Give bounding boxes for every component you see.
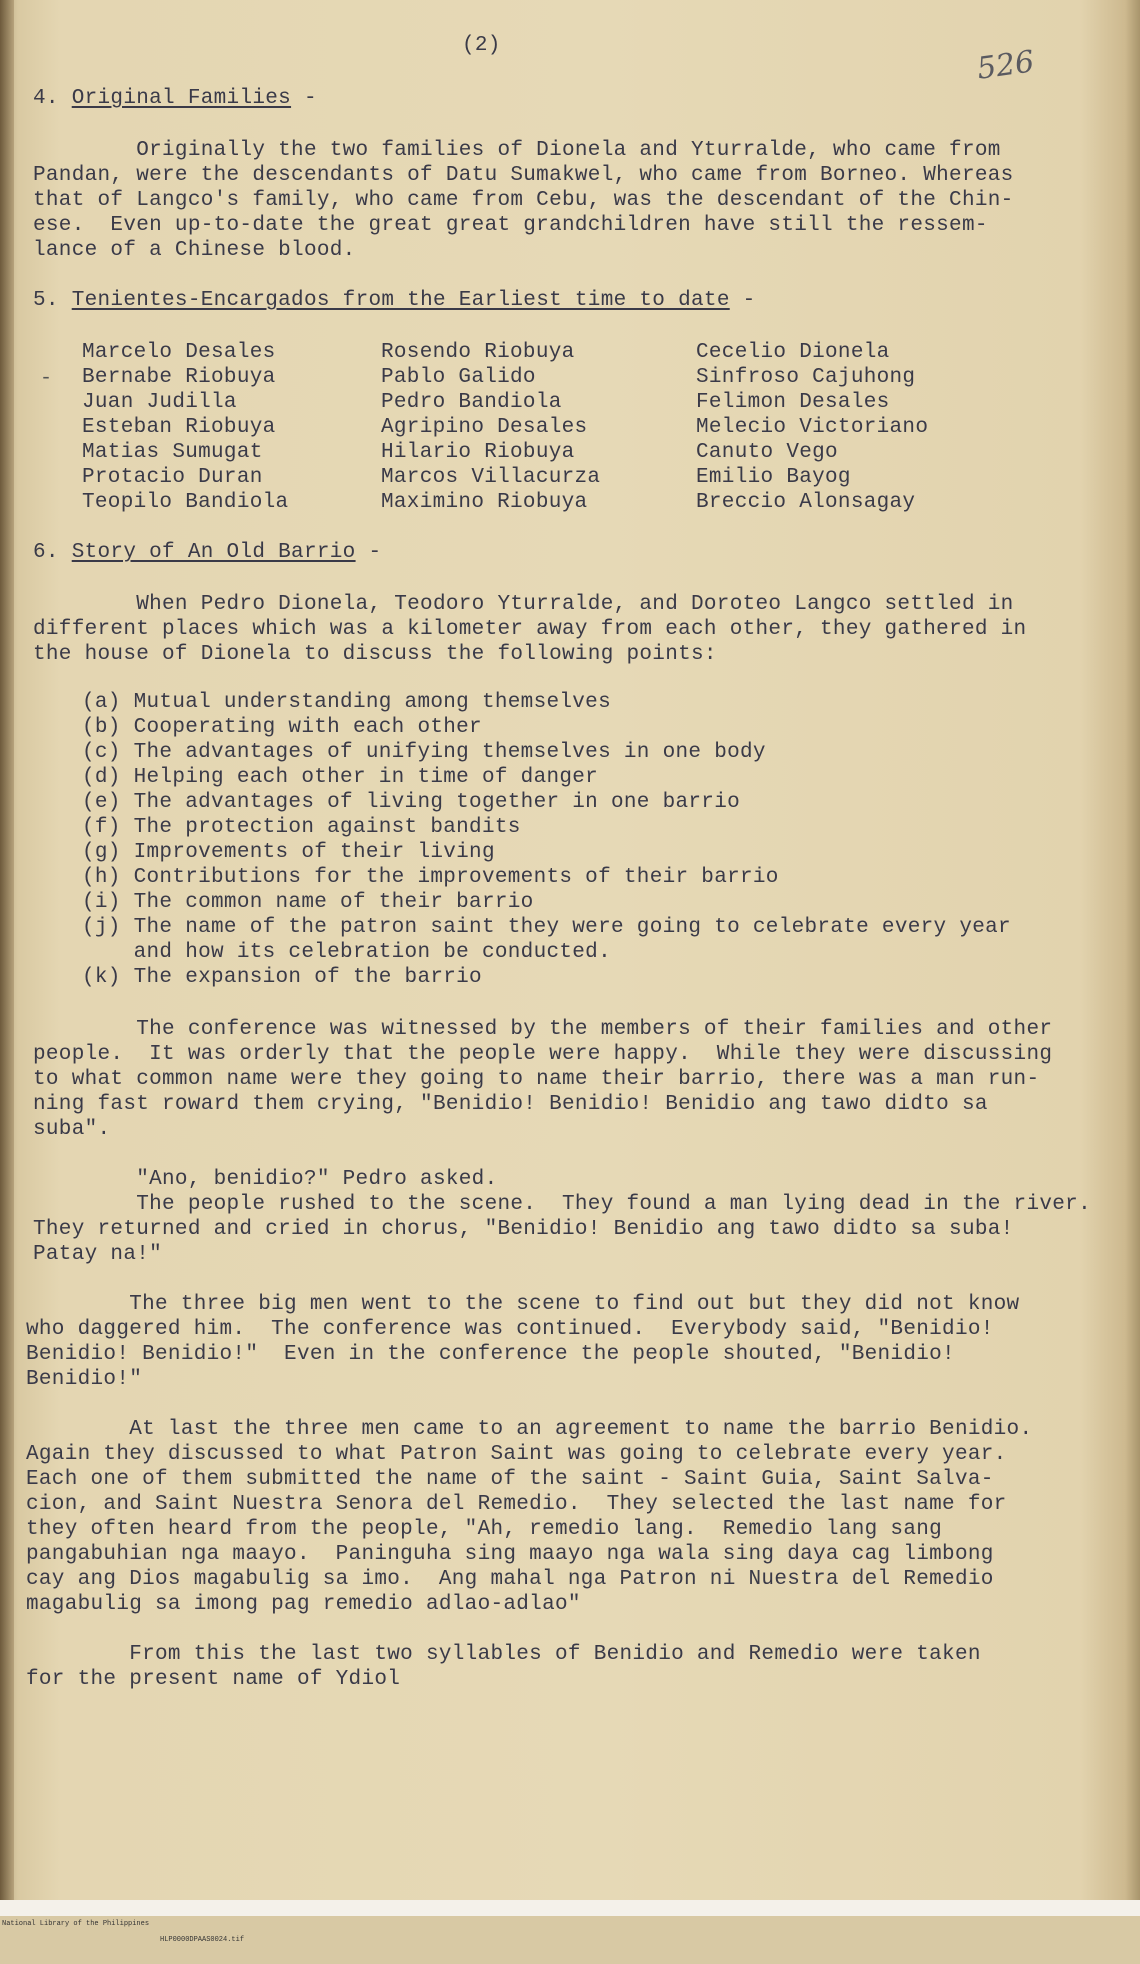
text-line: "Ano, benidio?" Pedro asked. <box>33 1168 498 1191</box>
teniente-name: Teopilo Bandiola <box>82 491 289 514</box>
teniente-name: Protacio Duran <box>82 466 263 489</box>
tenientes-column-2 <box>381 340 600 515</box>
text-line: The conference was witnessed by the members of their families and other <box>33 1018 1053 1041</box>
text-line: Each one of them submitted the name of the saint - Saint Guia, Saint Salva- <box>26 1468 994 1491</box>
text-line: the house of Dionela to discuss the following points: <box>33 643 717 666</box>
text-line: Again they discussed to what Patron Saint was going to celebrate every year. <box>26 1443 1007 1466</box>
footer-library: National Library of the Philippines <box>2 1920 150 1928</box>
teniente-name: Emilio Bayog <box>696 466 851 489</box>
teniente-name: Juan Judilla <box>82 391 237 414</box>
story-paragraph-3 <box>33 1167 1091 1267</box>
text-line: Patay na!" <box>33 1243 163 1266</box>
teniente-name: Canuto Vego <box>696 441 838 464</box>
list-item: (e) The advantages of living together in one barrio <box>82 791 741 814</box>
story-paragraph-5 <box>26 1417 1032 1617</box>
teniente-name: Pedro Bandiola <box>381 391 562 414</box>
section-4-heading: 4. Original Families - <box>33 87 317 110</box>
page-number: (2) <box>462 34 501 57</box>
teniente-name: Felimon Desales <box>696 391 890 414</box>
story-paragraph-6 <box>26 1642 981 1692</box>
teniente-name: Bernabe Riobuya <box>82 366 276 389</box>
text-line: ese. Even up-to-date the great great grandchildren have still the ressem- <box>33 214 988 237</box>
section-6-heading: 6. Story of An Old Barrio - <box>33 541 382 564</box>
list-item: (f) The protection against bandits <box>82 816 521 839</box>
text-line: pangabuhian nga maayo. Paninguha sing maayo nga wala sing daya cag limbong <box>26 1543 994 1566</box>
binding-edge <box>0 0 14 1916</box>
list-item: and how its celebration be conducted. <box>82 941 611 964</box>
tenientes-column-3 <box>696 340 928 515</box>
list-item: (b) Cooperating with each other <box>82 716 482 739</box>
text-line: to what common name were they going to name their barrio, there was a man run- <box>33 1068 1040 1091</box>
text-line: They returned and cried in chorus, "Benidio! Benidio ang tawo didto sa suba! <box>33 1218 1014 1241</box>
list-item: (j) The name of the patron saint they were going to celebrate every year <box>82 916 1011 939</box>
text-line: Pandan, were the descendants of Datu Sumakwel, who came from Borneo. Whereas <box>33 164 1014 187</box>
text-line: From this the last two syllables of Benidio and Remedio were taken <box>26 1643 981 1666</box>
section-4-body <box>33 138 1014 263</box>
teniente-name: Agripino Desales <box>381 416 588 439</box>
teniente-name: Melecio Victoriano <box>696 416 929 439</box>
section-6-title: Story of An Old Barrio <box>71 541 356 564</box>
list-item: (a) Mutual understanding among themselves <box>82 691 611 714</box>
section-4-title: Original Families <box>71 87 292 110</box>
teniente-name: Cecelio Dionela <box>696 341 890 364</box>
text-line: suba". <box>33 1118 111 1141</box>
teniente-name: Matias Sumugat <box>82 441 263 464</box>
list-item: (g) Improvements of their living <box>82 841 495 864</box>
text-line: cion, and Saint Nuestra Senora del Remedio. They selected the last name for <box>26 1493 1007 1516</box>
text-line: The people rushed to the scene. They found a man lying dead in the river. <box>33 1193 1091 1216</box>
margin-dash-mark: - <box>40 367 53 390</box>
text-line: At last the three men came to an agreement to name the barrio Benidio. <box>26 1418 1033 1441</box>
story-paragraph-4 <box>26 1292 1019 1392</box>
text-line: cay ang Dios magabulig sa imo. Ang mahal nga Patron ni Nuestra del Remedio <box>26 1568 994 1591</box>
tenientes-column-1 <box>82 340 288 515</box>
list-item: (c) The advantages of unifying themselves in one body <box>82 741 766 764</box>
footer-filename: HLP0000DPAAS0024.tif <box>160 1936 245 1944</box>
text-line: Benidio!" <box>26 1368 143 1391</box>
section-5-title: Tenientes-Encargados from the Earliest time to date <box>71 289 730 312</box>
list-item: (d) Helping each other in time of danger <box>82 766 599 789</box>
scan-footer <box>0 1900 1140 1944</box>
teniente-name: Maximino Riobuya <box>381 491 588 514</box>
text-line: When Pedro Dionela, Teodoro Yturralde, and Doroteo Langco settled in <box>33 593 1014 616</box>
story-paragraph-2 <box>33 1017 1052 1142</box>
story-intro <box>33 592 1026 667</box>
text-line: that of Langco's family, who came from Cebu, was the descendant of the Chin- <box>33 189 1014 212</box>
handwritten-page-number: 526 <box>974 44 1037 87</box>
teniente-name: Marcelo Desales <box>82 341 276 364</box>
teniente-name: Pablo Galido <box>381 366 536 389</box>
list-item: (k) The expansion of the barrio <box>82 966 482 989</box>
teniente-name: Hilario Riobuya <box>381 441 575 464</box>
text-line: The three big men went to the scene to find out but they did not know <box>26 1293 1020 1316</box>
text-line: for the present name of Ydiol <box>26 1668 401 1691</box>
teniente-name: Breccio Alonsagay <box>696 491 916 514</box>
section-5-heading: 5. Tenientes-Encargados from the Earliest time to date - <box>33 289 756 312</box>
text-line: who daggered him. The conference was continued. Everybody said, "Benidio! <box>26 1318 994 1341</box>
list-item: (i) The common name of their barrio <box>82 891 534 914</box>
text-line: lance of a Chinese blood. <box>33 239 356 262</box>
text-line: they often heard from the people, "Ah, remedio lang. Remedio lang sang <box>26 1518 943 1541</box>
text-line: magabulig sa imong pag remedio adlao-adlao" <box>26 1593 581 1616</box>
text-line: people. It was orderly that the people were happy. While they were discussing <box>33 1043 1053 1066</box>
teniente-name: Sinfroso Cajuhong <box>696 366 916 389</box>
teniente-name: Marcos Villacurza <box>381 466 601 489</box>
text-line: ning fast roward them crying, "Benidio! Benidio! Benidio ang tawo didto sa <box>33 1093 988 1116</box>
text-line: different places which was a kilometer away from each other, they gathered in <box>33 618 1027 641</box>
story-points-list <box>82 690 1011 990</box>
list-item: (h) Contributions for the improvements of their barrio <box>82 866 779 889</box>
teniente-name: Rosendo Riobuya <box>381 341 575 364</box>
text-line: Benidio! Benidio!" Even in the conference the people shouted, "Benidio! <box>26 1343 955 1366</box>
teniente-name: Esteban Riobuya <box>82 416 276 439</box>
text-line: Originally the two families of Dionela and Yturralde, who came from <box>33 139 1001 162</box>
